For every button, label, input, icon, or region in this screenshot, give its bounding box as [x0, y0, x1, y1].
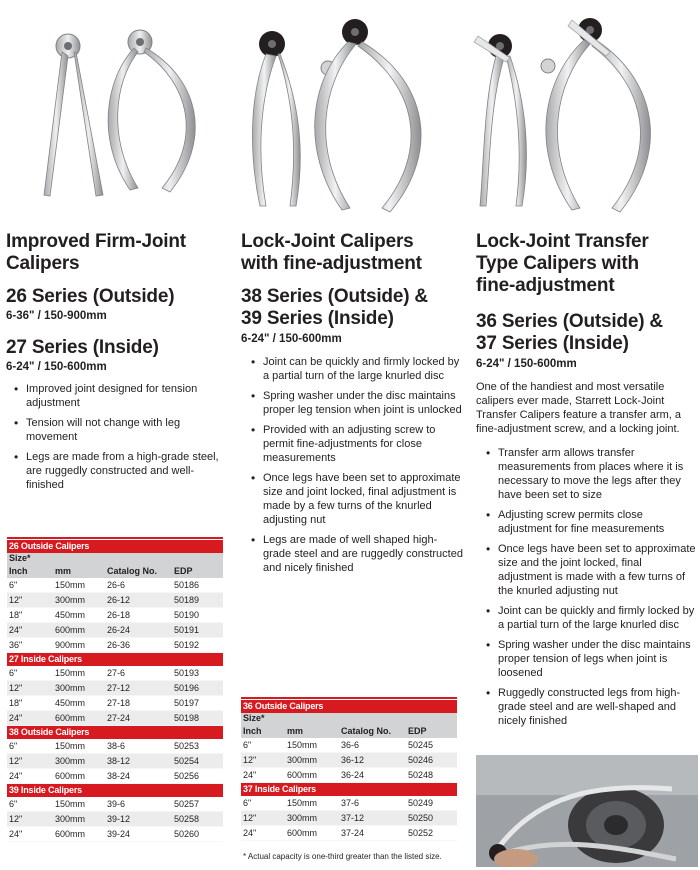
table-row: [7, 578, 223, 593]
product-2-features: [247, 355, 463, 581]
table-cell: 27-6: [105, 666, 172, 681]
table-cell: 600mm: [285, 768, 339, 783]
table-cell: 18": [7, 608, 53, 623]
product-1-title-line-2: Calipers: [6, 253, 80, 274]
series-38-39-heading: [241, 286, 469, 330]
feature-item: • Transfer arm allows transfer measurements from places where it is necessary to move the legs after they have been set to size: [482, 446, 698, 502]
table-cell: 6": [7, 739, 53, 754]
product-3-title-line-1: Lock-Joint Transfer: [476, 231, 649, 252]
table-cell: 24": [241, 768, 285, 783]
table-cell: 150mm: [285, 738, 339, 753]
series-36-37-size: 6-24" / 150-600mm: [476, 358, 577, 370]
section-title: 38 Outside Calipers: [7, 726, 223, 740]
product-3-title-line-3: fine-adjustment: [476, 275, 615, 296]
section-title: 26 Outside Calipers: [7, 540, 223, 553]
table-row: [7, 739, 223, 754]
feature-item: • Joint can be quickly and firmly locked by a partial turn of the large knurled disc: [247, 355, 463, 383]
table-cell: 24": [7, 711, 53, 726]
table-cell: 600mm: [53, 827, 105, 842]
product-1-title: [6, 231, 234, 275]
table-row: [7, 681, 223, 696]
column-header-mm: mm: [285, 724, 339, 738]
table-row: [7, 638, 223, 653]
table-header-row: [241, 724, 457, 738]
table-row: [241, 738, 457, 753]
table-cell: 26-6: [105, 578, 172, 593]
calipers-spec-table-1: [7, 540, 223, 842]
table-cell: 26-12: [105, 593, 172, 608]
table-cell: 37-6: [339, 796, 406, 811]
table-cell: 39-12: [105, 812, 172, 827]
table-cell: 50186: [172, 578, 223, 593]
table-cell: 6": [241, 796, 285, 811]
table-cell: 600mm: [53, 769, 105, 784]
table-header-row: [7, 564, 223, 578]
size-header: Size*: [241, 713, 457, 724]
section-title: 27 Inside Calipers: [7, 653, 223, 667]
feature-item: • Spring washer under the disc maintains proper tension of legs when joint is loosened: [482, 638, 698, 680]
product-2-title-line-2: with fine-adjustment: [241, 253, 422, 274]
size-header: Size*: [7, 553, 223, 564]
table-cell: 26-24: [105, 623, 172, 638]
feature-item: • Joint can be quickly and firmly locked by a partial turn of the large knurled disc: [482, 604, 698, 632]
table-cell: 6": [7, 666, 53, 681]
series-38-39-size: 6-24" / 150-600mm: [241, 333, 342, 345]
table-section-header: [7, 540, 223, 553]
table-row: [7, 769, 223, 784]
table-cell: 36-12: [339, 753, 406, 768]
series-26-size: 6-36" / 150-900mm: [6, 310, 107, 322]
table-section-header: [241, 700, 457, 713]
column-header-catalog: Catalog No.: [339, 724, 406, 738]
table-cell: 26-36: [105, 638, 172, 653]
section-title: 36 Outside Calipers: [241, 700, 457, 713]
table-section-header: [7, 653, 223, 667]
series-26-heading: 26 Series (Outside): [6, 286, 175, 307]
product-1-features: [10, 382, 224, 498]
table-row: [7, 797, 223, 812]
table-row: [7, 666, 223, 681]
feature-item: • Once legs have been set to approximate size and the joint locked, final adjustment is made with a few turns of the knurled adjusting nut: [482, 542, 698, 598]
table-row: [241, 796, 457, 811]
table-cell: 50253: [172, 739, 223, 754]
table-cell: 50189: [172, 593, 223, 608]
table-cell: 6": [241, 738, 285, 753]
table-row: [241, 826, 457, 841]
table-cell: 37-24: [339, 826, 406, 841]
table-cell: 300mm: [285, 753, 339, 768]
table-cell: 50196: [172, 681, 223, 696]
table-cell: 50254: [172, 754, 223, 769]
transfer-calipers-photo: [460, 0, 700, 222]
section-title: 39 Inside Calipers: [7, 784, 223, 798]
table-row: [241, 811, 457, 826]
table-cell: 300mm: [53, 681, 105, 696]
table-cell: 50249: [406, 796, 457, 811]
table-cell: 50197: [172, 696, 223, 711]
feature-item: • Legs are made of well shaped high-grade steel and are ruggedly constructed and nicely finished: [247, 533, 463, 575]
table-header-row: [241, 713, 457, 724]
table-cell: 12": [241, 811, 285, 826]
table-cell: 300mm: [285, 811, 339, 826]
table-row: [7, 754, 223, 769]
table-cell: 150mm: [53, 578, 105, 593]
table-cell: 150mm: [285, 796, 339, 811]
table-cell: 38-6: [105, 739, 172, 754]
product-3-title-line-2: Type Calipers with: [476, 253, 639, 274]
table-cell: 12": [7, 593, 53, 608]
table-cell: 300mm: [53, 754, 105, 769]
feature-item: • Adjusting screw permits close adjustment for fine measurements: [482, 508, 698, 536]
caliper-in-use-photo: [476, 755, 698, 867]
table-cell: 27-18: [105, 696, 172, 711]
product-3-title: [476, 231, 700, 297]
table-cell: 39-6: [105, 797, 172, 812]
table-cell: 24": [7, 769, 53, 784]
table-cell: 37-12: [339, 811, 406, 826]
table-cell: 50258: [172, 812, 223, 827]
product-1-title-line-1: Improved Firm-Joint: [6, 231, 186, 252]
product-3-intro: One of the handiest and most versatile calipers ever made, Starrett Lock-Joint Transfer Calipers feature a transfer arm, a fine-adjustment screw, and a locking joint.: [476, 381, 682, 435]
table-cell: 12": [7, 681, 53, 696]
table-cell: 50192: [172, 638, 223, 653]
table-cell: 24": [7, 827, 53, 842]
table-cell: 38-24: [105, 769, 172, 784]
table-cell: 50257: [172, 797, 223, 812]
column-header-inch: Inch: [7, 564, 53, 578]
table-cell: 12": [7, 754, 53, 769]
table-cell: 50256: [172, 769, 223, 784]
column-header-inch: Inch: [241, 724, 285, 738]
table-cell: 150mm: [53, 797, 105, 812]
table-row: [241, 753, 457, 768]
series-line: 38 Series (Outside) &: [241, 286, 428, 307]
table-1-top-rule: [7, 537, 223, 539]
calipers-spec-table-2: [241, 700, 457, 841]
table-cell: 26-18: [105, 608, 172, 623]
series-line: 37 Series (Inside): [476, 333, 629, 354]
table-section-header: [241, 783, 457, 797]
table-cell: 6": [7, 578, 53, 593]
table-row: [7, 812, 223, 827]
table-cell: 36-24: [339, 768, 406, 783]
table-cell: 12": [7, 812, 53, 827]
table-row: [7, 623, 223, 638]
table-cell: 12": [241, 753, 285, 768]
capacity-footnote: * Actual capacity is one-third greater than the listed size.: [243, 852, 442, 861]
table-cell: 24": [7, 623, 53, 638]
table-row: [241, 768, 457, 783]
table-cell: 36-6: [339, 738, 406, 753]
series-line: 36 Series (Outside) &: [476, 311, 663, 332]
product-2-title: [241, 231, 469, 275]
column-header-edp: EDP: [406, 724, 457, 738]
feature-item: • Ruggedly constructed legs from high-grade steel and are well-shaped and nicely finished: [482, 686, 698, 728]
feature-item: • Provided with an adjusting screw to permit fine-adjustments for close measurements: [247, 423, 463, 465]
table-cell: 50260: [172, 827, 223, 842]
table-row: [7, 711, 223, 726]
feature-item: • Spring washer under the disc maintains proper leg tension when joint is unlocked: [247, 389, 463, 417]
table-cell: 900mm: [53, 638, 105, 653]
table-cell: 50250: [406, 811, 457, 826]
column-header-catalog: Catalog No.: [105, 564, 172, 578]
table-cell: 50193: [172, 666, 223, 681]
table-cell: 6": [7, 797, 53, 812]
table-cell: 50245: [406, 738, 457, 753]
firm-joint-calipers-photo: [0, 0, 240, 222]
table-cell: 600mm: [285, 826, 339, 841]
table-cell: 24": [241, 826, 285, 841]
series-27-heading: 27 Series (Inside): [6, 337, 159, 358]
lock-joint-calipers-photo: [230, 0, 460, 222]
table-cell: 18": [7, 696, 53, 711]
table-cell: 50198: [172, 711, 223, 726]
table-row: [7, 827, 223, 842]
table-header-row: [7, 553, 223, 564]
table-cell: 27-24: [105, 711, 172, 726]
table-cell: 39-24: [105, 827, 172, 842]
table-cell: 50246: [406, 753, 457, 768]
table-cell: 38-12: [105, 754, 172, 769]
table-cell: 150mm: [53, 666, 105, 681]
feature-item: • Once legs have been set to approximate size and joint locked, final adjustment is made by a few turns of the knurled adjusting nut: [247, 471, 463, 527]
column-header-edp: EDP: [172, 564, 223, 578]
table-2-top-rule: [241, 697, 457, 699]
column-header-mm: mm: [53, 564, 105, 578]
feature-item: • Tension will not change with leg movement: [10, 416, 224, 444]
table-cell: 50248: [406, 768, 457, 783]
table-section-header: [7, 784, 223, 798]
feature-item: • Improved joint designed for tension adjustment: [10, 382, 224, 410]
table-cell: 50191: [172, 623, 223, 638]
table-cell: 300mm: [53, 812, 105, 827]
section-title: 37 Inside Calipers: [241, 783, 457, 797]
table-cell: 50190: [172, 608, 223, 623]
table-cell: 50252: [406, 826, 457, 841]
series-line: 39 Series (Inside): [241, 308, 394, 329]
table-row: [7, 608, 223, 623]
product-2-title-line-1: Lock-Joint Calipers: [241, 231, 414, 252]
table-row: [7, 593, 223, 608]
table-cell: 27-12: [105, 681, 172, 696]
feature-item: • Legs are made from a high-grade steel, are ruggedly constructed and well-finished: [10, 450, 224, 492]
table-cell: 450mm: [53, 696, 105, 711]
table-section-header: [7, 726, 223, 740]
table-cell: 150mm: [53, 739, 105, 754]
table-cell: 300mm: [53, 593, 105, 608]
product-3-features: [482, 446, 698, 734]
table-row: [7, 696, 223, 711]
table-cell: 600mm: [53, 711, 105, 726]
table-cell: 450mm: [53, 608, 105, 623]
table-cell: 36": [7, 638, 53, 653]
series-27-size: 6-24" / 150-600mm: [6, 361, 107, 373]
series-36-37-heading: [476, 311, 700, 355]
table-cell: 600mm: [53, 623, 105, 638]
